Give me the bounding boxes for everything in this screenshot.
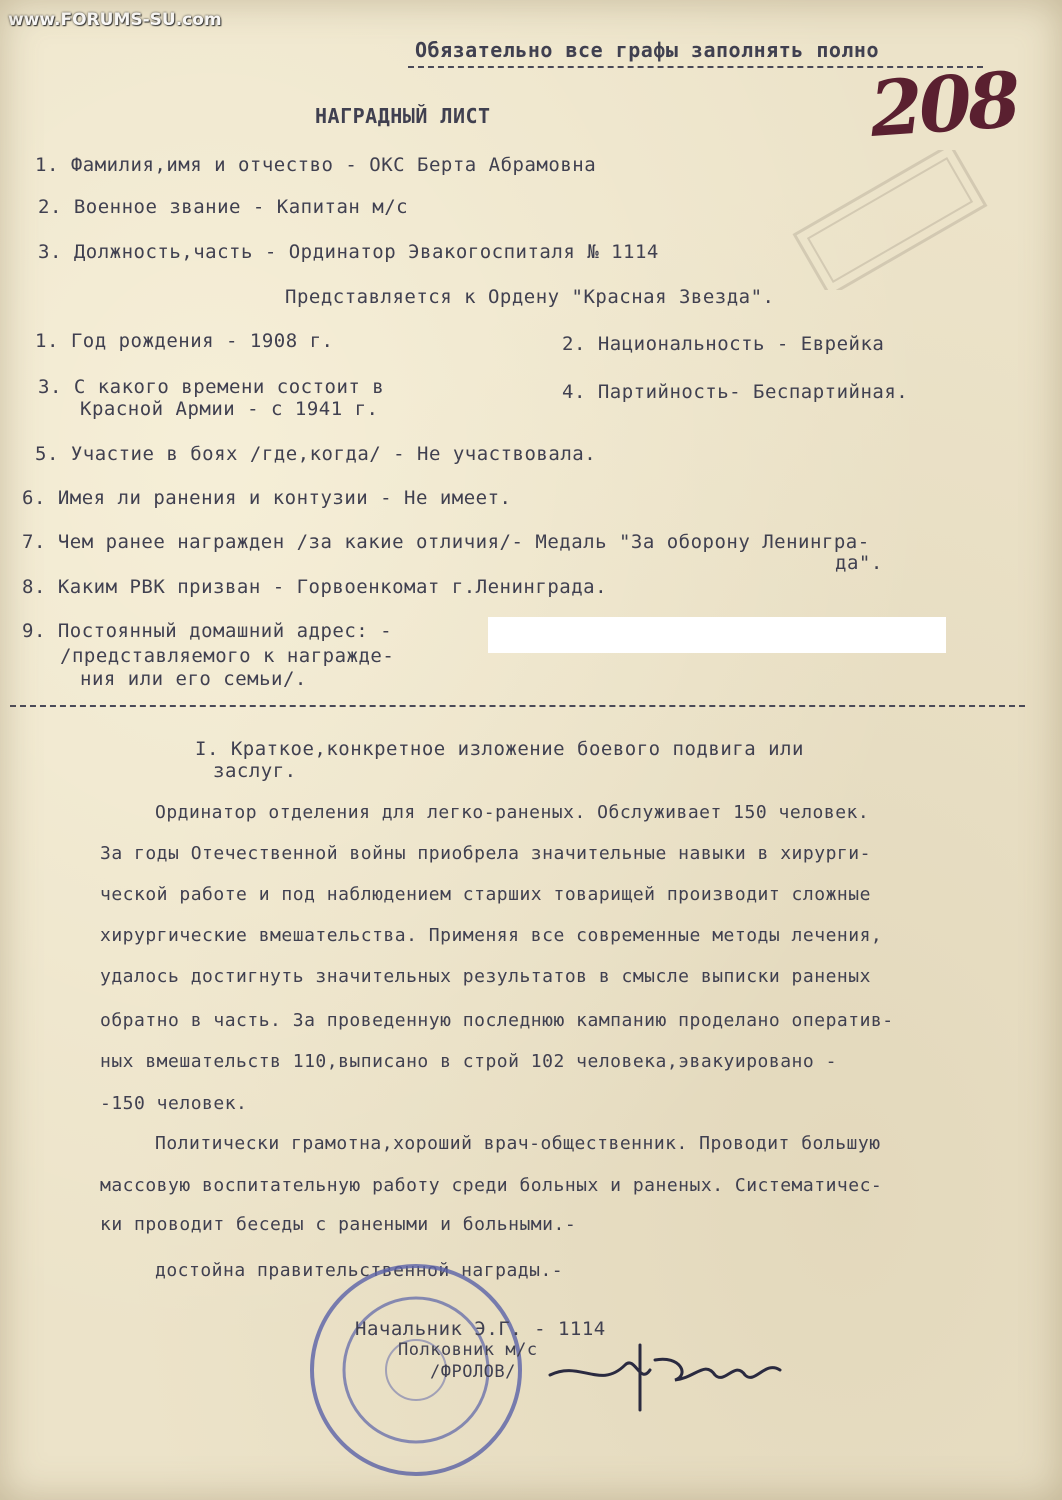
- field-birth-year: 1. Год рождения - 1908 г.: [35, 330, 334, 352]
- section-heading-2: заслуг.: [213, 760, 297, 782]
- p1-line-4: хирургические вмешательства. Применяя все современные методы лечения,: [100, 925, 883, 946]
- document-title: НАГРАДНЫЙ ЛИСТ: [315, 104, 491, 128]
- handwritten-number: 208: [867, 54, 1020, 155]
- field-nationality: 2. Национальность - Еврейка: [562, 333, 885, 355]
- handwritten-signature-icon: [540, 1330, 800, 1420]
- p1-line-6: обратно в часть. За проведенную последнюю кампанию проделано оператив-: [100, 1010, 894, 1031]
- header-note: Обязательно все графы заполнять полно: [415, 38, 880, 62]
- site-watermark: www.FORUMS-SU.com: [8, 10, 222, 30]
- signature-rank: Полковник м/с: [398, 1340, 538, 1360]
- section-heading-1: I. Краткое,конкретное изложение боевого подвига или: [195, 738, 804, 760]
- field-9-line3: ния или его семьи/.: [80, 668, 307, 690]
- field-7-line1: 7. Чем ранее награжден /за какие отличия/- Медаль "За оборону Ленингра-: [22, 531, 870, 553]
- field-3: 3. Должность,часть - Ординатор Эвакогоспиталя № 1114: [38, 241, 659, 263]
- field-party: 4. Партийность- Беспартийная.: [562, 381, 909, 403]
- section-divider: [10, 705, 1025, 707]
- p2-line-1: Политически грамотна,хороший врач-общественник. Проводит большую: [155, 1133, 881, 1154]
- field-2: 2. Военное звание - Капитан м/с: [38, 196, 409, 218]
- field-1: 1. Фамилия,имя и отчество - ОКС Берта Абрамовна: [35, 154, 597, 176]
- signature-name: /ФРОЛОВ/: [430, 1362, 516, 1382]
- field-9-line1: 9. Постоянный домашний адрес: -: [22, 620, 393, 642]
- presented-to-award: Представляется к Ордену "Красная Звезда".: [285, 286, 775, 308]
- field-service-since-2: Красной Армии - с 1941 г.: [80, 398, 379, 420]
- field-5: 5. Участие в боях /где,когда/ - Не участвовала.: [35, 443, 597, 465]
- p1-line-2: За годы Отечественной войны приобрела значительные навыки в хирурги-: [100, 843, 871, 864]
- field-service-since-1: 3. С какого времени состоит в: [38, 376, 385, 398]
- p2-line-2: массовую воспитательную работу среди больных и раненых. Систематичес-: [100, 1175, 883, 1196]
- redacted-address: [488, 617, 946, 653]
- p1-line-3: ческой работе и под наблюдением старших товарищей производит сложные: [100, 884, 871, 905]
- p1-line-7: ных вмешательств 110,выписано в строй 102 человека,эвакуировано -: [100, 1051, 837, 1072]
- field-8: 8. Каким РВК призван - Горвоенкомат г.Ленинграда.: [22, 576, 608, 598]
- field-9-line2: /представляемого к награжде-: [60, 645, 395, 667]
- signature-title: Начальник Э.Г. - 1114: [355, 1318, 606, 1340]
- p2-line-3: ки проводит беседы с ранеными и больными.-: [100, 1214, 577, 1235]
- p3-line: достойна правительственной награды.-: [155, 1260, 564, 1281]
- field-6: 6. Имея ли ранения и контузии - Не имеет.: [22, 487, 512, 509]
- faded-stamp-icon: [770, 150, 1010, 290]
- p1-line-5: удалось достигнуть значительных результатов в смысле выписки раненых: [100, 966, 871, 987]
- p1-line-1: Ординатор отделения для легко-раненых. Обслуживает 150 человек.: [155, 802, 870, 823]
- field-7-line2: да".: [835, 552, 883, 574]
- p1-line-8: -150 человек.: [100, 1093, 248, 1114]
